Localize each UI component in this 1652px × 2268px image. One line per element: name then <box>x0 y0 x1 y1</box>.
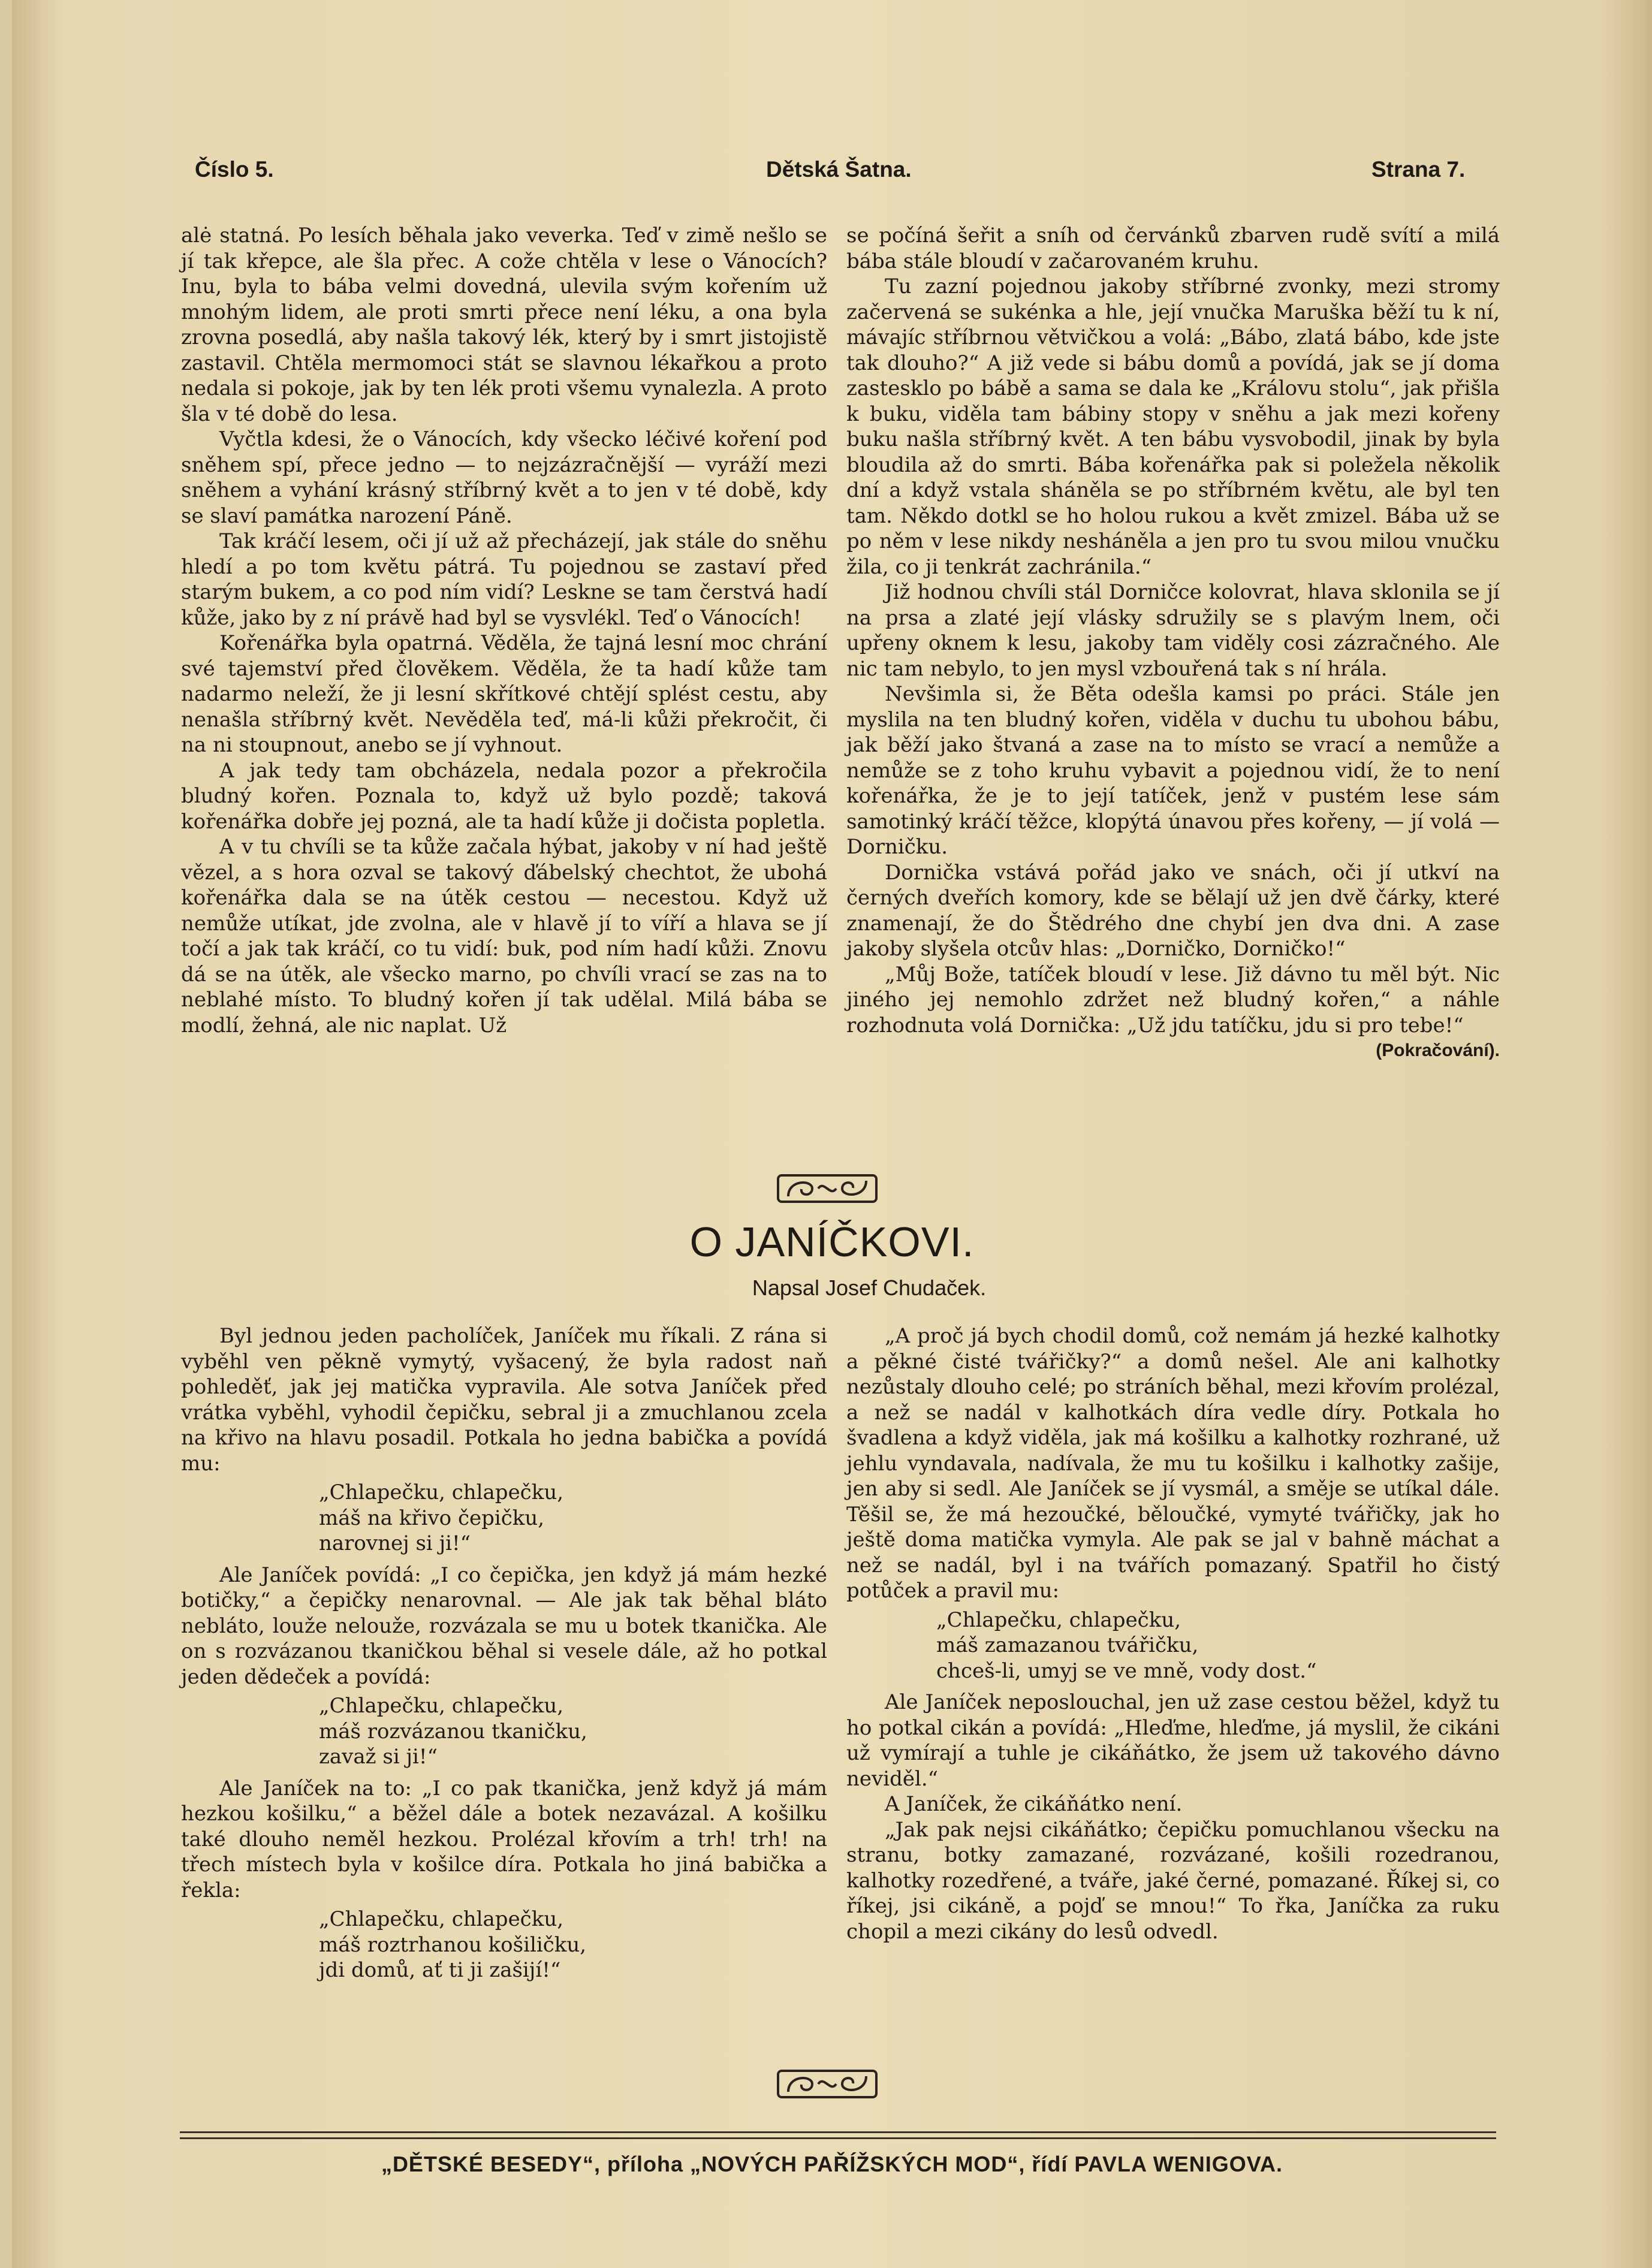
paragraph: Tak kráčí lesem, oči jí už až přecházejí, jak stále do sněhu hledí a po tom květu pátrá. Tu pojednou se zastaví před starým bukem, a co pod ním vidí? Leskne se tam čerstvá hadí kůže, jako by z ní právě had byl se vysvlékl. Teď o Vánocích! <box>181 529 827 630</box>
page-number: Strana 7. <box>1371 157 1466 182</box>
paragraph: A jak tedy tam obcházela, nedala pozor a překročila bludný kořen. Poznala to, když už bylo pozdě; taková kořenářka dobře jej pozná, ale ta hadí kůže ji dočista popletla. <box>181 758 827 834</box>
paragraph: A v tu chvíli se ta kůže začala hýbat, jakoby v ní had ještě vězel, a s hora ozval se takový ďábelský chechtot, že ubohá kořenářka dala se na útěk cestou — necestou. Když už nemůže utíkat, jde zvolna, ale v hlavě jí to víří a hlava se jí točí a jak tak kráčí, co tu vidí: buk, pod ním hadí kůži. Znovu dá se na útěk, ale všecko marno, po chvíli vrací se zas na to neblahé místo. To bludný kořen jí tak udělal. Milá bába se modlí, žehná, ale nic naplat. Už <box>181 835 827 1038</box>
verse <box>181 1693 827 1770</box>
page <box>12 0 1652 2268</box>
paragraph: Tu zazní pojednou jakoby stříbrné zvonky, mezi stromy začervená se sukénka a hle, její vnučka Maruška běží tu k ní, mávajíc stříbrnou větvičkou a volá: „Bábo, zlatá bábo, kde jste tak dlouho?“ A již vede si bábu domů a povídá, jak se jí doma zastesklo po bábě a sama se dala ke „Královu stolu“, jak přišla k buku, viděla tam bábiny stopy v sněhu a jak mezi kořeny buku našla stříbrný květ. A ten bábu vysvobodil, jinak by byla bloudila až do smrti. Bába kořenářka pak si poležela několik dní a když vstala sháněla se po stříbrném květu, ale byl ten tam. Někdo dotkl se ho holou rukou a květ zmizel. Bába už se po něm v lese nikdy nesháněla a jen pro tu svou milou vnučku žila, co ji tenkrát zachránila.“ <box>846 275 1500 579</box>
verse-line: „Chlapečku, chlapečku, <box>319 1694 564 1718</box>
paragraph: alė statná. Po lesích běhala jako veverka. Teď v zimě nešlo se jí tak křepce, ale šla přec. A cože chtěla v lese o Vánocích? Inu, byla to bába velmi dovedná, ulevila svým kořením už mnohým lidem, ale proti smrti přece není léku, a ona byla zrovna posedlá, aby našla takový lék, který by i smrt jistojistě zastavil. Chtěla mermomoci stát se slavnou lékařkou a proto nedala si pokoje, jak by ten lék proti všemu vynalezla. A proto šla v té době do lesa. <box>181 224 827 426</box>
ornament-divider-icon <box>776 2069 878 2099</box>
article1-right-column <box>846 223 1500 1064</box>
verse-line: máš zamazanou tvářičku, <box>936 1633 1199 1657</box>
continuation-note: (Pokračování). <box>1376 1040 1500 1060</box>
article1-left-column <box>181 223 827 1038</box>
paragraph: Byl jednou jeden pacholíček, Janíček mu říkali. Z rána si vyběhl ven pěkně vymytý, vyšacený, že byla radost naň pohleděť, jak jej matička vypravila. Ale sotva Janíček před vrátka vyběhl, vyhodil čepičku, sebral ji a zmuchlanou zcela na křivo na hlavu posadil. Potkala ho jedna babička a povídá mu: <box>181 1324 827 1476</box>
verse-line: „Chlapečku, chlapečku, <box>319 1480 564 1504</box>
verse <box>181 1480 827 1557</box>
paragraph: A Janíček, že cikáňátko není. <box>885 1792 1183 1816</box>
paragraph: Již hodnou chvíli stál Dorničce kolovrat, hlava sklonila se jí na prsa a zlaté její vlásky sdružily se s plavým lnem, oči upřeny oknem k lesu, jakoby tam viděly cosi zázračného. Ale nic tam nebylo, to jen mysl vzbouřená tak s ní hrála. <box>846 580 1500 681</box>
footer-rule <box>180 2131 1496 2133</box>
paragraph: Ale Janíček povídá: „I co čepička, jen když já mám hezké botičky,“ a čepičky nenarovnal. — Ale jak tak běhal bláto nebláto, louže nelouže, rozvázala se mu u botek tkanička. Ale on s rozvázanou tkaničkou běhal si vesele dále, až ho potkal jeden dědeček a povídá: <box>181 1563 827 1689</box>
paragraph: „Můj Bože, tatíček bloudí v lese. Již dávno tu měl být. Nic jiného jej nemohlo zdržet než bludný kořen,“ a náhle rozhodnuta volá Dornička: „Už jdu tatíčku, jdu si pro tebe!“ <box>846 962 1500 1038</box>
story-author: Napsal Josef Chudaček. <box>752 1275 987 1300</box>
verse <box>846 1607 1500 1684</box>
paragraph: Kořenářka byla opatrná. Věděla, že tajná lesní moc chrání své tajemství před člověkem. Věděla, že ta hadí kůže tam nadarmo neleží, že ji lesní skřítkové chtějí splést cestu, aby nenašla stříbrný květ. Nevěděla teď, má-li kůži překročit, či na ni stoupnout, anebo se jí vyhnout. <box>181 631 827 757</box>
paragraph: „A proč já bych chodil domů, což nemám já hezké kalhotky a pěkné čisté tvářičky?“ a domů nešel. Ale ani kalhotky nezůstaly dlouho celé; po stráních běhal, mezi křovím prolézal, a než se nadál v kalhotkách díra vedle díry. Potkala ho švadlena a když viděla, jak má košilku a kalhotky rozhrané, už jehlu vyndavala, nadívala, že mu tu košilku i kalhotky zašije, jen aby si sedl. Ale Janíček se jí vysmál, a směje se utíkal dále. Těšil se, že má hezoučké, běloučké, vymyté tvářičky, jak ho ještě doma matička vymyla. Ale pak se jal v bahně máchat a než se nadál, byl i na tvářích pomazaný. Spatřil ho čistý potůček a pravil mu: <box>846 1324 1500 1603</box>
paragraph: Nevšimla si, že Běta odešla kamsi po práci. Stále jen myslila na ten bludný kořen, viděla v duchu tu ubohou bábu, jak běží jako štvaná a zase na to místo se vrací a nemůže a nemůže se z toho kruhu vybavit a pojednou vidí, že to není kořenářka, že je to její tatíček, jenž v pustém lese sám samotinký kráčí těžce, klopýtá únavou přes kořeny, — jí volá — Dorničku. <box>846 682 1500 859</box>
footer-note: „DĚTSKÉ BESEDY“, příloha „NOVÝCH PAŘÍŽSKÝCH MOD“, řídí PAVLA WENIGOVA. <box>381 2152 1283 2176</box>
paragraph: „Jak pak nejsi cikáňátko; čepičku pomuchlanou všecku na stranu, botky zamazané, rozvázané, košili rozedranou, kalhotky rozedřené, a tváře, jaké černé, pomazané. Říkej si, co říkej, jsi cikáně, a pojď se mnou!“ To řka, Janíčka za ruku chopil a mezi cikány do lesů odvedl. <box>846 1817 1500 1944</box>
verse <box>181 1907 827 1983</box>
issue-number: Číslo 5. <box>195 157 274 182</box>
verse-line: „Chlapečku, chlapečku, <box>936 1607 1181 1632</box>
paragraph: Vyčtla kdesi, že o Vánocích, kdy všecko léčivé koření pod sněhem spí, přece jedno — to nejzázračnější — vyráží mezi sněhem a vyhání krásný stříbrný květ a to jen v té době, kdy se slaví památka narození Páně. <box>181 427 827 528</box>
ornament-divider-icon <box>776 1174 878 1204</box>
paragraph: Ale Janíček na to: „I co pak tkanička, jenž když já mám hezkou košilku,“ a běžel dále a botek nezavázal. A košilku také dlouho neměl hezkou. Prolézal křovím a trh! trh! na třech místech byla v košilce díra. Potkala ho jiná babička a řekla: <box>181 1776 827 1902</box>
verse-line: zavaž si ji!“ <box>319 1745 438 1769</box>
verse-line: chceš-li, umyj se ve mně, vody dost.“ <box>936 1658 1317 1683</box>
paragraph: Dornička vstává pořád jako ve snách, oči jí utkví na černých dveřích komory, kde se bělají už jen dvě čárky, které znamenají, že do Štědrého dne chybí jen dva dni. A zase jakoby slyšela otcův hlas: „Dorničko, Dorničko!“ <box>846 860 1500 961</box>
story-left-column <box>181 1323 827 1989</box>
story-title: O JANÍČKOVI. <box>689 1219 975 1265</box>
paragraph: Ale Janíček neposlouchal, jen už zase cestou běžel, když tu ho potkal cikán a povídá: „Hleďme, hleďme, já myslil, že cikáni už vymírají a tuhle je cikáňátko, že jsem už takového dávno neviděl.“ <box>846 1690 1500 1791</box>
page-header <box>12 157 1652 193</box>
footer-rule <box>180 2137 1496 2139</box>
verse-line: „Chlapečku, chlapečku, <box>319 1907 564 1931</box>
verse-line: máš roztrhanou košiličku, <box>319 1932 587 1957</box>
verse-line: máš rozvázanou tkaničku, <box>319 1719 587 1744</box>
verse-line: máš na křivo čepičku, <box>319 1506 545 1530</box>
verse-line: jdi domů, ať ti ji zašijí!“ <box>319 1958 561 1982</box>
paragraph: se počíná šeřit a sníh od červánků zbarven rudě svítí a milá bába stále bloudí v začarovaném kruhu. <box>846 224 1500 273</box>
verse-line: narovnej si ji!“ <box>319 1531 471 1555</box>
publication-title: Dětská Šatna. <box>766 157 912 182</box>
story-right-column <box>846 1323 1500 1944</box>
